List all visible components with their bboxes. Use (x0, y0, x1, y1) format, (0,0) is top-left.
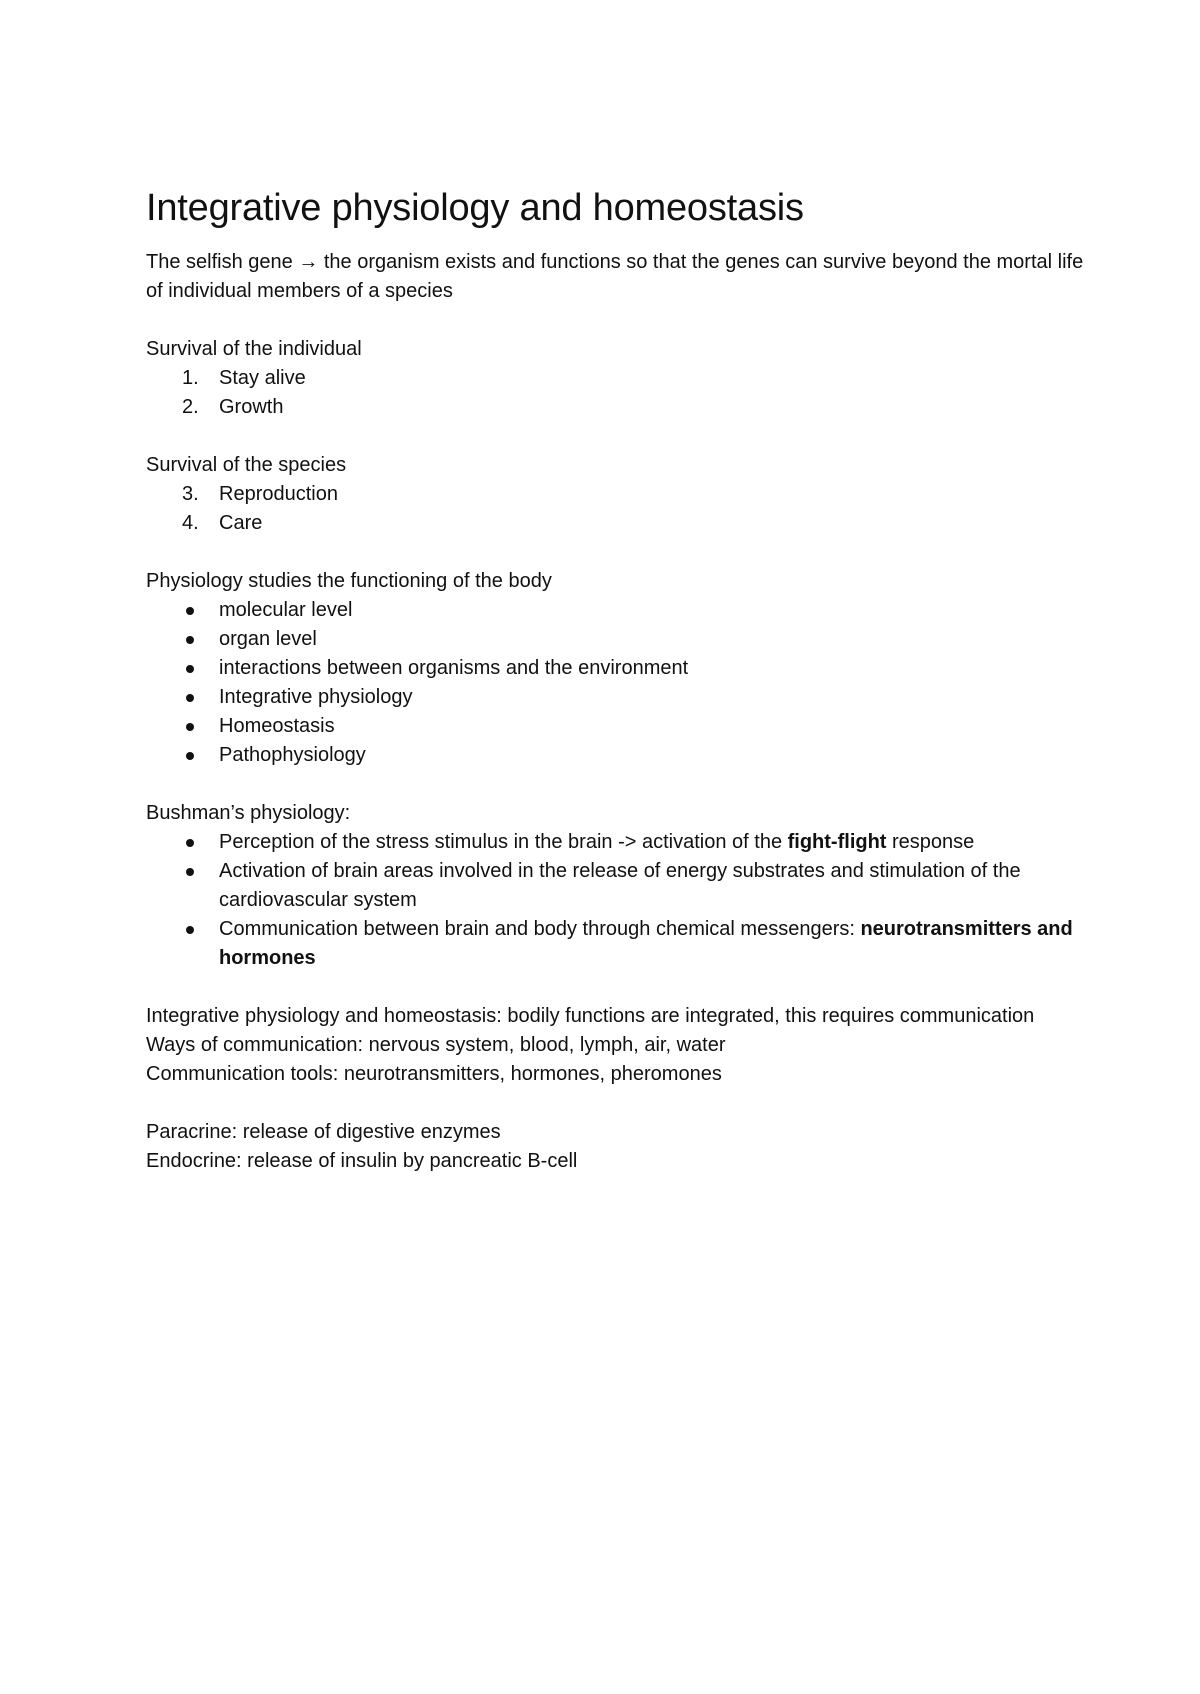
list-item-text: Activation of brain areas involved in the release of energy substrates and stimulation of the cardiovascular system (219, 860, 1021, 911)
bullet-icon (186, 839, 194, 847)
list-item-text: molecular level (219, 599, 353, 621)
bold-term: neurotransmitters and hormones (219, 918, 1073, 969)
document-page (146, 184, 1086, 1176)
list-item (146, 654, 1086, 683)
bullet-icon (186, 752, 194, 760)
list-item (146, 596, 1086, 625)
list-item-text: Stay alive (219, 367, 306, 389)
list-item-text: Pathophysiology (219, 744, 366, 766)
list-item-text: interactions between organisms and the environment (219, 657, 689, 679)
list-item (146, 712, 1086, 741)
list-item-text: response (886, 831, 975, 853)
list-item-text: Perception of the stress stimulus in the brain -> activation of the (219, 831, 788, 853)
list-item-text: Reproduction (219, 483, 338, 505)
list-item (146, 364, 1086, 393)
integrative-paragraph: Integrative physiology and homeostasis: bodily functions are integrated, this requires communication (146, 1005, 1035, 1027)
list-item (146, 625, 1086, 654)
list-number: 4. (182, 512, 199, 534)
list-item (146, 857, 1086, 915)
ways-of-communication: Ways of communication: nervous system, blood, lymph, air, water (146, 1034, 726, 1056)
list-item (146, 480, 1086, 509)
survival-species-heading: Survival of the species (146, 454, 347, 476)
list-item (146, 741, 1086, 770)
bullet-icon (186, 607, 194, 615)
survival-individual-list (146, 364, 1086, 422)
bullet-icon (186, 926, 194, 934)
selfish-gene-paragraph: The selfish gene → the organism exists and functions so that the genes can survive beyond the mortal life of individual members of a species (146, 251, 1084, 302)
list-item (146, 509, 1086, 538)
bullet-icon (186, 694, 194, 702)
survival-individual-heading: Survival of the individual (146, 338, 362, 360)
document-title: Integrative physiology and homeostasis (146, 187, 804, 229)
list-item (146, 393, 1086, 422)
list-item-text: Homeostasis (219, 715, 335, 737)
bold-term: fight-flight (787, 831, 887, 853)
survival-species-list (146, 480, 1086, 538)
list-item (146, 828, 1086, 857)
bullet-icon (186, 665, 194, 673)
bullet-icon (186, 868, 194, 876)
physiology-heading: Physiology studies the functioning of the body (146, 570, 552, 592)
list-item (146, 915, 1086, 973)
endocrine-line: Endocrine: release of insulin by pancreatic B-cell (146, 1150, 578, 1172)
list-item-text: Growth (219, 396, 284, 418)
list-item-text: organ level (219, 628, 317, 650)
bullet-icon (186, 723, 194, 731)
list-item-text: Communication between brain and body through chemical messengers: (219, 918, 861, 940)
bullet-icon (186, 636, 194, 644)
bushman-heading: Bushman’s physiology: (146, 802, 351, 824)
list-item-text: Care (219, 512, 263, 534)
communication-tools: Communication tools: neurotransmitters, hormones, pheromones (146, 1063, 722, 1085)
paracrine-line: Paracrine: release of digestive enzymes (146, 1121, 501, 1143)
list-item-text: Integrative physiology (219, 686, 413, 708)
list-number: 3. (182, 483, 199, 505)
list-item (146, 683, 1086, 712)
bushman-list (146, 828, 1086, 973)
list-number: 2. (182, 396, 199, 418)
list-number: 1. (182, 367, 199, 389)
physiology-list (146, 596, 1086, 770)
